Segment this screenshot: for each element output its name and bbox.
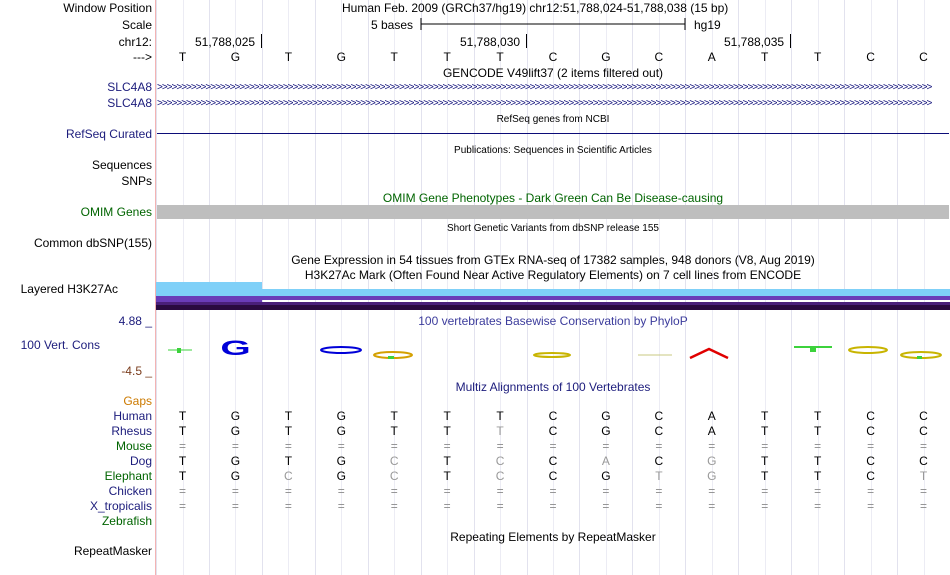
alignment-cell: =	[284, 439, 292, 453]
alignment-cell: T	[761, 424, 769, 438]
alignment-cell: =	[178, 499, 186, 513]
alignment-cell: T	[655, 469, 663, 483]
alignment-cell: =	[231, 484, 239, 498]
alignment-cell: T	[813, 409, 822, 423]
omim-gene-bar[interactable]	[157, 205, 949, 219]
base-letter: G	[336, 50, 346, 64]
omim-track-title[interactable]: OMIM Gene Phenotypes - Dark Green Can Be Disease-causing	[382, 191, 724, 205]
alignment-cell: =	[284, 484, 292, 498]
label-window-position: Window Position	[63, 1, 152, 15]
species-label-human[interactable]: Human	[113, 409, 152, 423]
alignment-cell: G	[707, 469, 717, 483]
position-tick-mark-2	[526, 34, 527, 48]
alignment-cell: =	[602, 484, 610, 498]
alignment-cell: =	[655, 499, 663, 513]
alignment-cell: =	[655, 439, 663, 453]
position-tick-1: 51,788,025	[195, 35, 256, 49]
alignment-cell: =	[602, 439, 610, 453]
alignment-cell: =	[920, 439, 928, 453]
alignment-cell: C	[548, 454, 558, 468]
base-letter: C	[654, 50, 664, 64]
alignment-cell: T	[178, 409, 187, 423]
species-label-x_tropicalis[interactable]: X_tropicalis	[89, 499, 152, 513]
base-letter: T	[496, 50, 504, 64]
label-repeatmasker[interactable]: RepeatMasker	[73, 544, 152, 558]
base-letter: T	[761, 50, 769, 64]
alignment-cell: =	[178, 439, 186, 453]
alignment-cell: C	[548, 424, 558, 438]
alignment-cell: G	[336, 409, 346, 423]
alignment-cell: T	[284, 454, 293, 468]
alignment-cell: C	[389, 469, 399, 483]
position-tick-2: 51,788,030	[460, 35, 521, 49]
alignment-cell: C	[919, 454, 928, 468]
label-gaps[interactable]: Gaps	[123, 394, 152, 408]
alignment-cell: =	[549, 499, 557, 513]
label-refseq-curated[interactable]: RefSeq Curated	[65, 127, 152, 141]
alignment-cell: =	[496, 439, 504, 453]
alignment-cell: T	[284, 409, 293, 423]
alignment-cell: T	[178, 454, 187, 468]
base-letter: C	[919, 50, 928, 64]
alignment-cell: =	[390, 484, 398, 498]
alignment-cell: =	[284, 499, 292, 513]
alignment-cell: =	[761, 439, 769, 453]
label-common-dbsnp[interactable]: Common dbSNP(155)	[33, 236, 152, 250]
alignment-cell: T	[284, 424, 293, 438]
refseq-gene-line[interactable]	[157, 133, 949, 134]
alignment-cell: =	[920, 499, 928, 513]
scale-bar	[420, 16, 686, 32]
alignment-cell: =	[231, 439, 239, 453]
alignment-cell: T	[761, 409, 769, 423]
alignment-cell: T	[443, 454, 451, 468]
alignment-cell: C	[284, 469, 293, 483]
alignment-cell: =	[867, 439, 875, 453]
alignment-cell: =	[178, 484, 186, 498]
alignment-cell: G	[707, 454, 717, 468]
alignment-cell: T	[443, 424, 451, 438]
alignment-cell: =	[814, 484, 822, 498]
alignment-cell: =	[655, 484, 663, 498]
species-label-zebrafish[interactable]: Zebrafish	[101, 514, 152, 528]
base-letter: A	[707, 50, 716, 64]
species-label-dog[interactable]: Dog	[129, 454, 152, 468]
base-letter: G	[230, 50, 241, 64]
alignment-cell: C	[548, 469, 558, 483]
h3k27ac-signal[interactable]	[156, 280, 950, 312]
alignment-cell: C	[495, 469, 505, 483]
alignment-cell: =	[602, 499, 610, 513]
alignment-cell: C	[654, 409, 664, 423]
alignment-cell: =	[761, 499, 769, 513]
alignment-cell: C	[866, 409, 875, 423]
alignment-cell: =	[231, 499, 239, 513]
alignment-cell: A	[601, 454, 610, 468]
species-label-rhesus[interactable]: Rhesus	[111, 424, 152, 438]
alignment-cell: =	[761, 484, 769, 498]
label-cons-min: -4.5 _	[121, 364, 152, 378]
scale-text: 5 bases	[371, 18, 414, 32]
label-layered-h3k27ac[interactable]: Layered H3K27Ac	[20, 282, 118, 296]
species-label-mouse[interactable]: Mouse	[115, 439, 152, 453]
alignment-cell: =	[708, 439, 716, 453]
base-letter: T	[390, 50, 398, 64]
alignment-cell: =	[549, 484, 557, 498]
label-strand: --->	[133, 50, 152, 64]
dbsnp-track-title[interactable]: Short Genetic Variants from dbSNP release 155	[447, 223, 659, 234]
alignment-cell: =	[708, 499, 716, 513]
alignment-cell: T	[390, 424, 398, 438]
label-slc4a8-2[interactable]: SLC4A8	[107, 96, 152, 110]
alignment-cell: T	[813, 424, 822, 438]
alignment-cell: =	[337, 439, 345, 453]
alignment-cell: =	[337, 499, 345, 513]
base-letter: T	[443, 50, 451, 64]
label-slc4a8-1[interactable]: SLC4A8	[107, 80, 152, 94]
alignment-cell: T	[496, 409, 504, 423]
position-tick-mark-3	[790, 34, 791, 48]
alignment-cell: =	[496, 499, 504, 513]
alignment-cell: T	[443, 469, 451, 483]
svg-text:G: G	[220, 336, 251, 360]
label-omim-genes[interactable]: OMIM Genes	[80, 205, 152, 219]
label-100-vert-cons[interactable]: 100 Vert. Cons	[20, 338, 100, 352]
alignment-cell: G	[601, 409, 611, 423]
label-sequences[interactable]: Sequences	[91, 158, 152, 172]
track-label-column	[0, 0, 156, 575]
multiz-track-title[interactable]: Multiz Alignments of 100 Vertebrates	[455, 380, 651, 394]
alignment-cell: =	[443, 484, 451, 498]
alignment-cell: =	[549, 439, 557, 453]
alignment-cell: =	[814, 499, 822, 513]
alignment-cell: G	[230, 454, 241, 468]
alignment-cell: T	[178, 469, 187, 483]
alignment-cell: T	[443, 409, 451, 423]
alignment-cell: C	[654, 424, 664, 438]
gtex-track-title[interactable]: Gene Expression in 54 tissues from GTEx RNA-seq of 17382 samples, 948 donors (V8, Aug 2019)	[291, 253, 815, 267]
label-scale: Scale	[121, 18, 152, 32]
species-label-chicken[interactable]: Chicken	[108, 484, 152, 498]
alignment-cell: =	[390, 439, 398, 453]
base-letter: C	[866, 50, 875, 64]
assembly-position-text: Human Feb. 2009 (GRCh37/hg19) chr12:51,788,024-51,788,038 (15 bp)	[342, 1, 729, 15]
alignment-cell: =	[867, 499, 875, 513]
label-cons-max: 4.88 _	[118, 314, 152, 328]
alignment-cell: T	[178, 424, 187, 438]
base-letter: T	[813, 50, 822, 64]
refseq-track-title[interactable]: RefSeq genes from NCBI	[496, 114, 610, 125]
alignment-cell: G	[230, 424, 241, 438]
alignment-cell: A	[707, 409, 716, 423]
alignment-cell: T	[390, 409, 398, 423]
label-snps[interactable]: SNPs	[121, 174, 152, 188]
alignment-cell: =	[920, 484, 928, 498]
alignment-cell: T	[919, 469, 928, 483]
h3k27ac-track-title[interactable]: H3K27Ac Mark (Often Found Near Active Regulatory Elements) on 7 cell lines from ENCODE	[304, 268, 802, 282]
alignment-cell: T	[761, 454, 769, 468]
alignment-cell: =	[867, 484, 875, 498]
alignment-cell: T	[813, 469, 822, 483]
alignment-cell: C	[919, 424, 928, 438]
alignment-cell: C	[919, 409, 928, 423]
alignment-cell: G	[601, 469, 611, 483]
alignment-cell: C	[866, 469, 875, 483]
alignment-cell: =	[337, 484, 345, 498]
slc4a8-gene-feature-2[interactable]: >>>>>>>>>>>>>>>>>>>>>>>>>>>>>>>>>>>>>>>>>>>>>>>>>>>>>>>>>>>>>>>>>>>>>>>>>>>>>>>>>>>>>>>>>>>>>>>>>>>>>>>>>>>>>>>>>>>>>>>>>>>>>>>>>>>>>>>>>>>>>>>>>>>>>>>>>>>>>>>>	[157, 99, 932, 108]
gencode-track-title[interactable]: GENCODE V49lift37 (2 items filtered out)	[442, 66, 664, 80]
phylop-logo[interactable]	[156, 328, 950, 366]
base-letter: T	[284, 50, 293, 64]
base-letter: C	[548, 50, 558, 64]
alignment-cell: A	[707, 424, 716, 438]
alignment-cell: G	[601, 424, 611, 438]
alignment-cell: G	[336, 424, 346, 438]
alignment-cell: C	[654, 454, 664, 468]
alignment-cell: C	[495, 454, 505, 468]
species-label-elephant[interactable]: Elephant	[104, 469, 152, 483]
alignment-cell: G	[230, 409, 241, 423]
alignment-cell: =	[496, 484, 504, 498]
label-chrom: chr12:	[118, 35, 152, 49]
alignment-cell: G	[230, 469, 241, 483]
alignment-cell: G	[336, 454, 346, 468]
alignment-cell: C	[548, 409, 558, 423]
repeatmasker-track-title[interactable]: Repeating Elements by RepeatMasker	[450, 530, 656, 544]
alignment-cell: =	[390, 499, 398, 513]
base-letter: G	[601, 50, 611, 64]
alignment-cell: T	[761, 469, 769, 483]
publications-track-title[interactable]: Publications: Sequences in Scientific Articles	[454, 145, 652, 156]
alignment-cell: =	[443, 499, 451, 513]
alignment-cell: =	[443, 439, 451, 453]
base-letter: T	[178, 50, 187, 64]
alignment-cell: T	[813, 454, 822, 468]
alignment-cell: C	[866, 454, 875, 468]
alignment-cell: =	[708, 484, 716, 498]
alignment-cell: C	[866, 424, 875, 438]
alignment-cell: T	[496, 424, 504, 438]
position-tick-3: 51,788,035	[724, 35, 785, 49]
slc4a8-gene-feature-1[interactable]: >>>>>>>>>>>>>>>>>>>>>>>>>>>>>>>>>>>>>>>>>>>>>>>>>>>>>>>>>>>>>>>>>>>>>>>>>>>>>>>>>>>>>>>>>>>>>>>>>>>>>>>>>>>>>>>>>>>>>>>>>>>>>>>>>>>>>>>>>>>>>>>>>>>>>>>>>>>>>>>>	[157, 83, 932, 92]
position-tick-mark-1	[261, 34, 262, 48]
alignment-cell: G	[336, 469, 346, 483]
phylop-track-title[interactable]: 100 vertebrates Basewise Conservation by PhyloP	[418, 314, 688, 328]
alignment-cell: C	[389, 454, 399, 468]
alignment-cell: =	[814, 439, 822, 453]
scale-db: hg19	[694, 18, 721, 32]
